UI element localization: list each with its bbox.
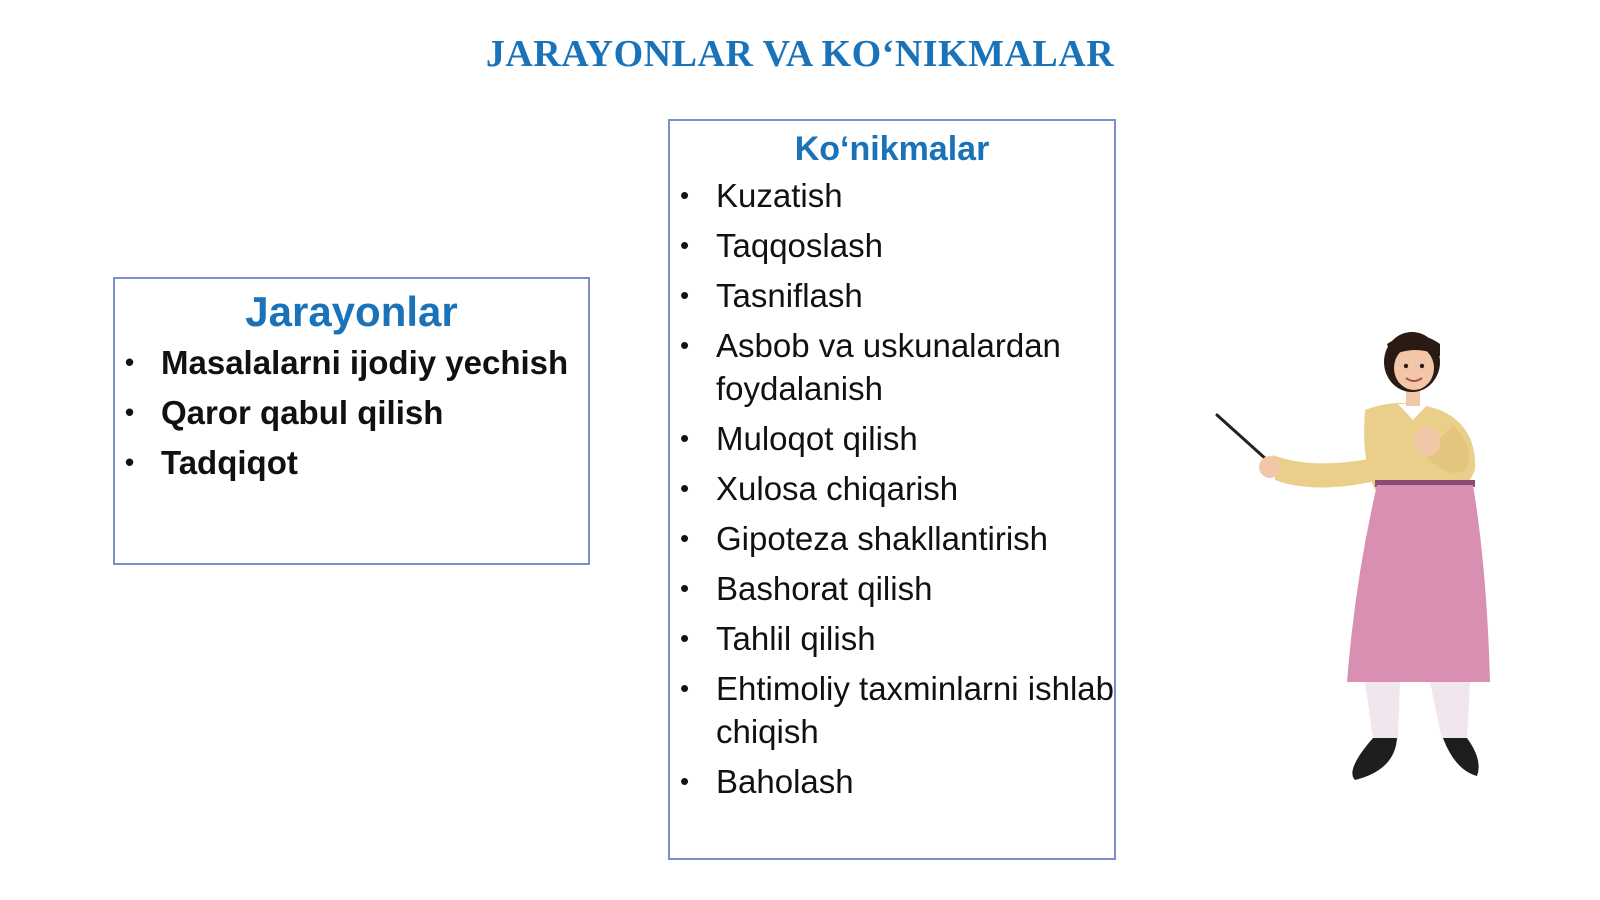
list-item [123,441,588,484]
list-item [678,667,1114,753]
bullet-icon: • [125,347,135,377]
skills-heading: Ko‘nikmalar [794,130,990,168]
bullet-icon: • [680,230,690,260]
bullet-icon: • [680,180,690,210]
list-item [678,417,1114,460]
list-item-text: Xulosa chiqarish [716,470,959,507]
processes-box [113,277,590,565]
list-item [678,517,1114,560]
list-item [678,760,1114,803]
list-item [678,324,1114,410]
bullet-icon: • [680,573,690,603]
skills-list [670,174,1114,803]
list-item-text: Ehtimoliy taxminlarni ishlab chiqish [716,670,1114,750]
list-item-text: Taqqoslash [716,227,883,264]
teacher-with-pointer-icon [1215,330,1515,805]
list-item [123,341,588,384]
slide-title: JARAYONLAR VA KO‘NIKMALAR [485,33,1115,75]
list-item [678,467,1114,510]
processes-list [115,341,588,484]
bullet-icon: • [680,473,690,503]
list-item-text: Bashorat qilish [716,570,933,607]
bullet-icon: • [680,766,690,796]
bullet-icon: • [680,523,690,553]
bullet-icon: • [680,330,690,360]
list-item-text: Gipoteza shakllantirish [716,520,1048,557]
bullet-icon: • [680,623,690,653]
list-item [123,391,588,434]
list-item [678,567,1114,610]
list-item-text: Muloqot qilish [716,420,918,457]
list-item [678,224,1114,267]
bullet-icon: • [125,397,135,427]
list-item [678,617,1114,660]
list-item-text: Baholash [716,763,854,800]
list-item [678,174,1114,217]
skills-box [668,119,1116,860]
processes-heading: Jarayonlar [245,288,458,335]
list-item-text: Tahlil qilish [716,620,876,657]
list-item-text: Asbob va uskunalardan foydalanish [716,327,1061,407]
list-item-text: Tadqiqot [161,444,298,481]
list-item [678,274,1114,317]
bullet-icon: • [125,447,135,477]
bullet-icon: • [680,673,690,703]
list-item-text: Tasniflash [716,277,863,314]
list-item-text: Qaror qabul qilish [161,394,444,431]
list-item-text: Kuzatish [716,177,843,214]
list-item-text: Masalalarni ijodiy yechish [161,344,569,381]
bullet-icon: • [680,280,690,310]
bullet-icon: • [680,423,690,453]
